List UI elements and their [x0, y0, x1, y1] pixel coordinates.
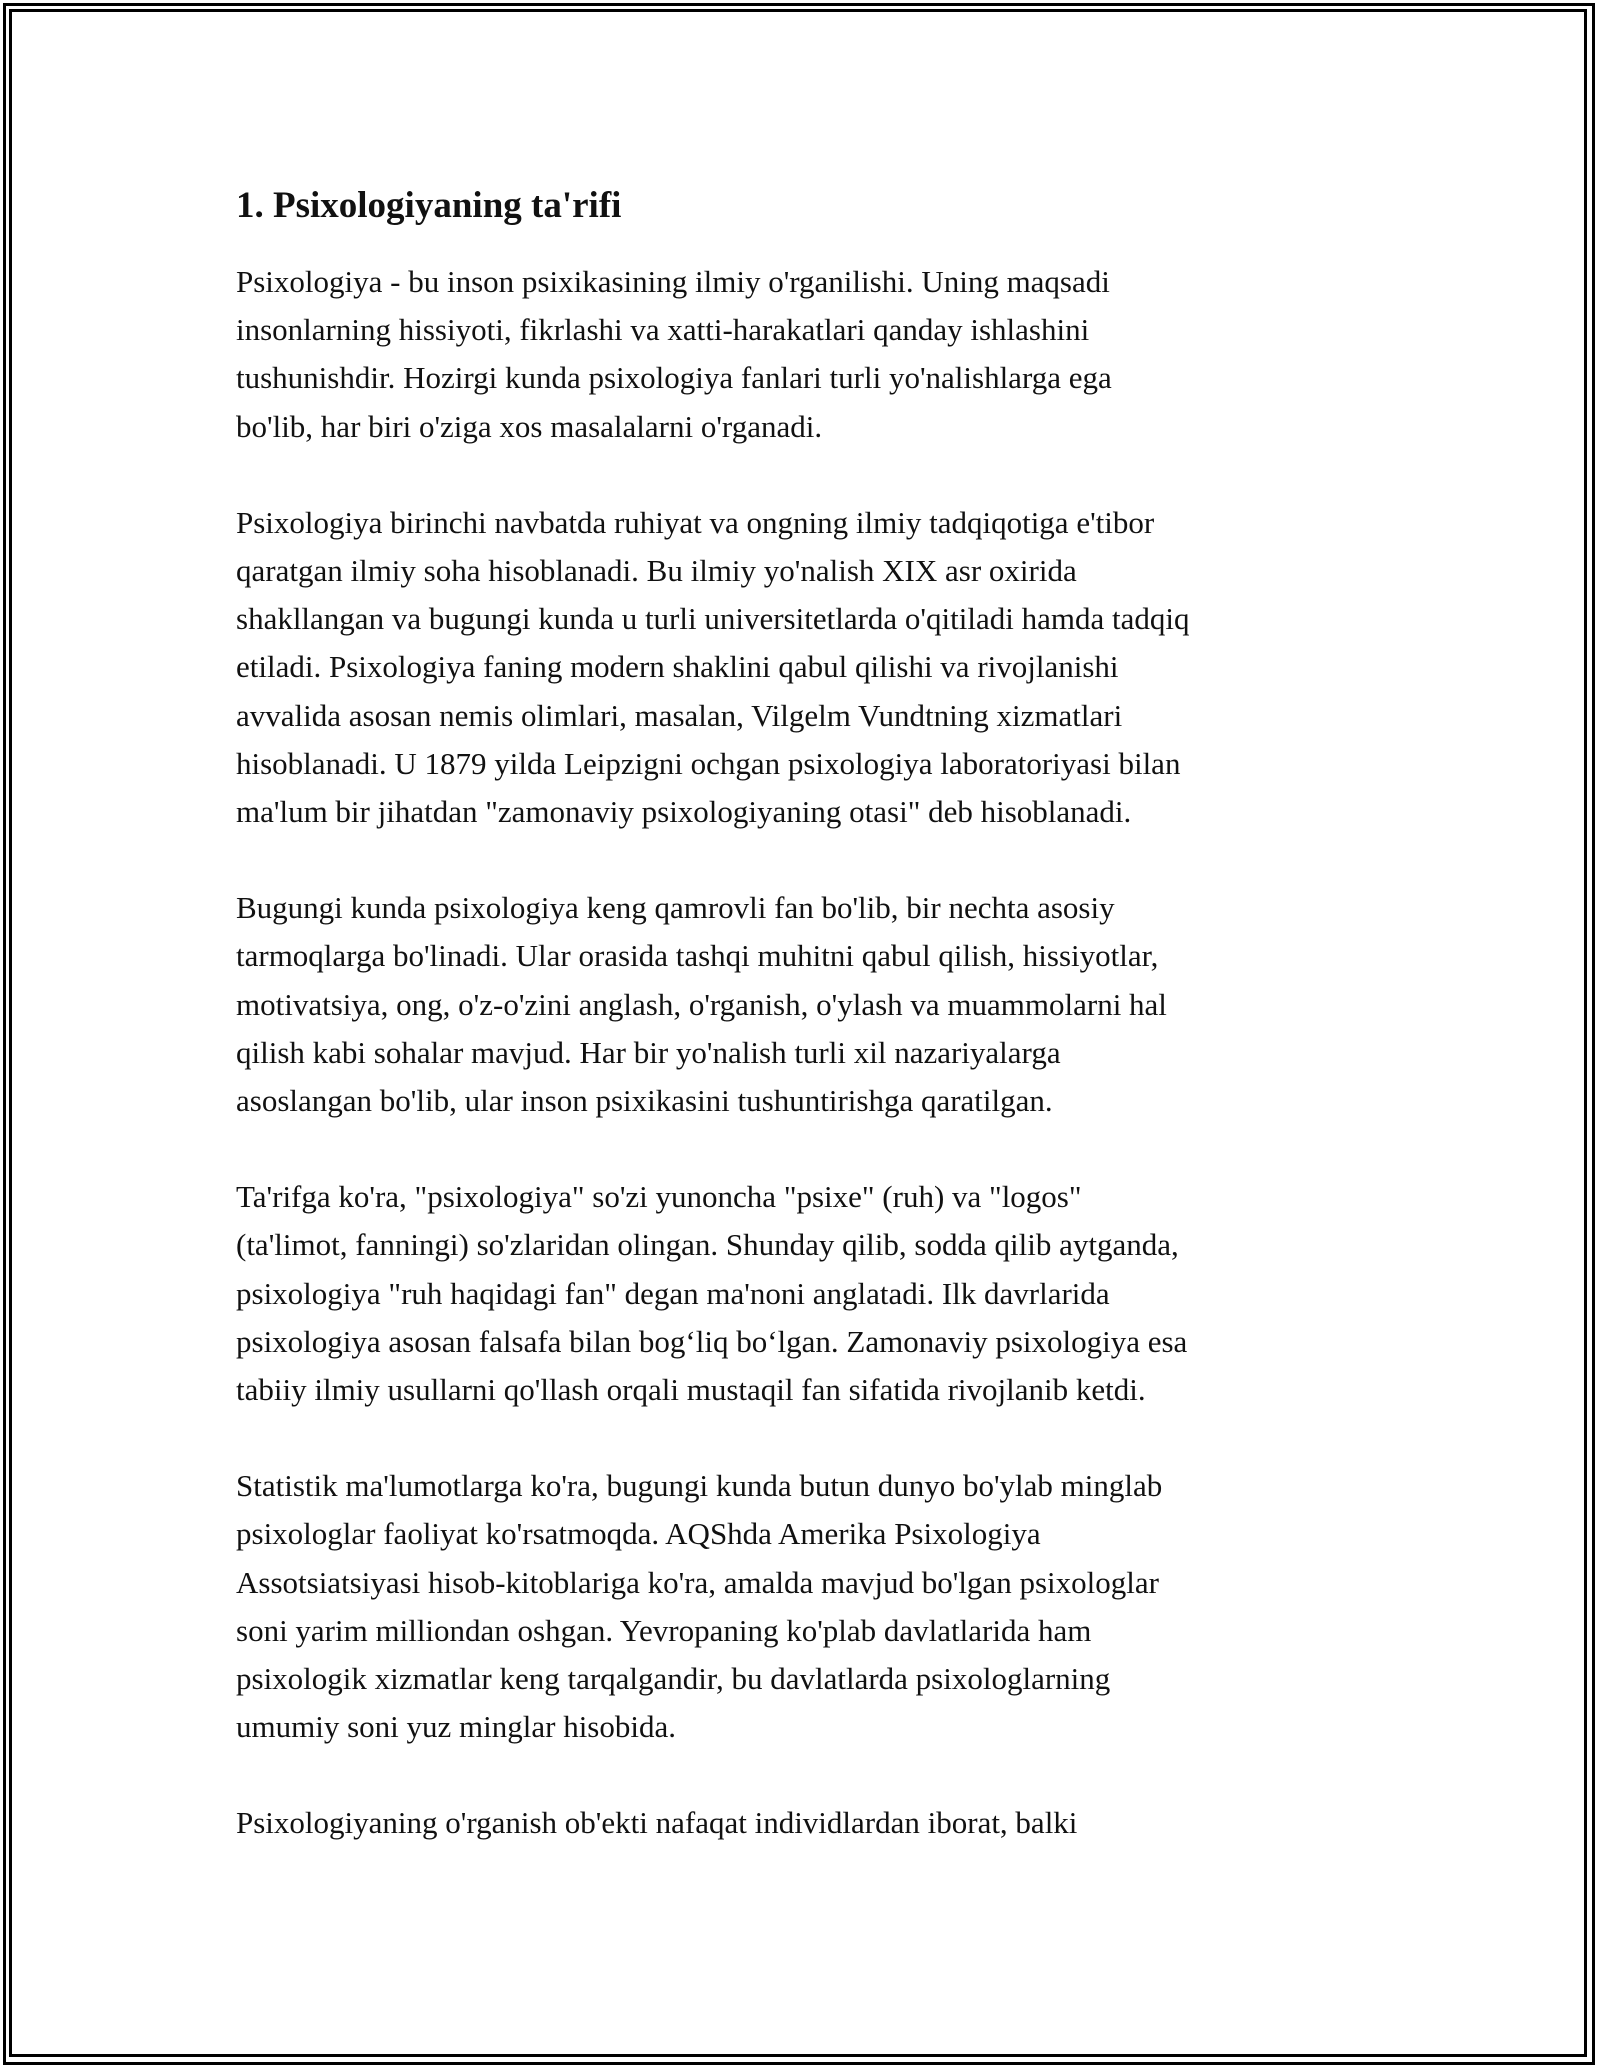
text-line: soni yarim milliondan oshgan. Yevropaning ko'plab davlatlarida ham [236, 1612, 1092, 1648]
document-body [236, 184, 1386, 1896]
text-line: psixologiya "ruh haqidagi fan" degan ma'noni anglatadi. Ilk davrlarida [236, 1275, 1110, 1311]
text-line: Bugungi kunda psixologiya keng qamrovli fan bo'lib, bir nechta asosiy [236, 890, 1115, 926]
text-line: ma'lum bir jihatdan "zamonaviy psixologiyaning otasi" deb hisoblanadi. [236, 794, 1132, 830]
text-line: (ta'limot, fanningi) so'zlaridan olingan. Shunday qilib, sodda qilib aytganda, [236, 1227, 1179, 1263]
text-line: avvalida asosan nemis olimlari, masalan, Vilgelm Vundtning xizmatlari [236, 697, 1123, 733]
text-line: Statistik ma'lumotlarga ko'ra, bugungi kunda butun dunyo bo'ylab minglab [236, 1468, 1163, 1504]
paragraph [236, 258, 1386, 451]
text-line: tabiiy ilmiy usullarni qo'llash orqali mustaqil fan sifatida rivojlanib ketdi. [236, 1372, 1146, 1408]
text-line: bo'lib, har biri o'ziga xos masalalarni o'rganadi. [236, 408, 823, 444]
text-line: shakllangan va bugungi kunda u turli universitetlarda o'qitiladi hamda tadqiq [236, 601, 1190, 637]
text-line: qilish kabi sohalar mavjud. Har bir yo'nalish turli xil nazariyalarga [236, 1034, 1061, 1070]
text-line: Psixologiya - bu inson psixikasining ilmiy o'rganilishi. Uning maqsadi [236, 264, 1110, 299]
text-line: psixologiya asosan falsafa bilan bog‘liq bo‘lgan. Zamonaviy psixologiya esa [236, 1323, 1188, 1359]
text-line: psixologlar faoliyat ko'rsatmoqda. AQShda Amerika Psixologiya [236, 1516, 1041, 1552]
text-line: psixologik xizmatlar keng tarqalgandir, bu davlatlarda psixologlarning [236, 1661, 1111, 1697]
text-line: hisoblanadi. U 1879 yilda Leipzigni ochgan psixologiya laboratoriyasi bilan [236, 745, 1181, 781]
text-line: Psixologiyaning o'rganish ob'ekti nafaqat individlardan iborat, balki [236, 1805, 1078, 1841]
text-line: insonlarning hissiyoti, fikrlashi va xatti-harakatlari qanday ishlashini [236, 312, 1090, 348]
text-line: Psixologiya birinchi navbatda ruhiyat va ongning ilmiy tadqiqotiga e'tibor [236, 504, 1155, 540]
paragraph [236, 884, 1386, 1125]
text-line: etiladi. Psixologiya faning modern shaklini qabul qilishi va rivojlanishi [236, 649, 1119, 685]
text-line: tushunishdir. Hozirgi kunda psixologiya fanlari turli yo'nalishlarga ega [236, 360, 1112, 396]
text-line: qaratgan ilmiy soha hisoblanadi. Bu ilmiy yo'nalish XIX asr oxirida [236, 553, 1077, 589]
text-line: Assotsiatsiyasi hisob-kitoblariga ko'ra, amalda mavjud bo'lgan psixologlar [236, 1564, 1159, 1600]
text-line: Ta'rifga ko'ra, "psixologiya" so'zi yunoncha "psixe" (ruh) va "logos" [236, 1179, 1082, 1215]
text-line: tarmoqlarga bo'linadi. Ular orasida tashqi muhitni qabul qilish, hissiyotlar, [236, 938, 1159, 974]
text-line: asoslangan bo'lib, ular inson psixikasini tushuntirishga qaratilgan. [236, 1083, 1053, 1119]
paragraph [236, 1799, 1386, 1847]
paragraph-list [236, 258, 1386, 1848]
section-heading: 1. Psixologiyaning ta'rifi [236, 185, 622, 226]
text-line: motivatsiya, ong, o'z-o'zini anglash, o'rganish, o'ylash va muammolarni hal [236, 986, 1167, 1022]
paragraph [236, 1462, 1386, 1751]
text-line: umumiy soni yuz minglar hisobida. [236, 1709, 676, 1745]
paragraph [236, 499, 1386, 836]
paragraph [236, 1173, 1386, 1414]
